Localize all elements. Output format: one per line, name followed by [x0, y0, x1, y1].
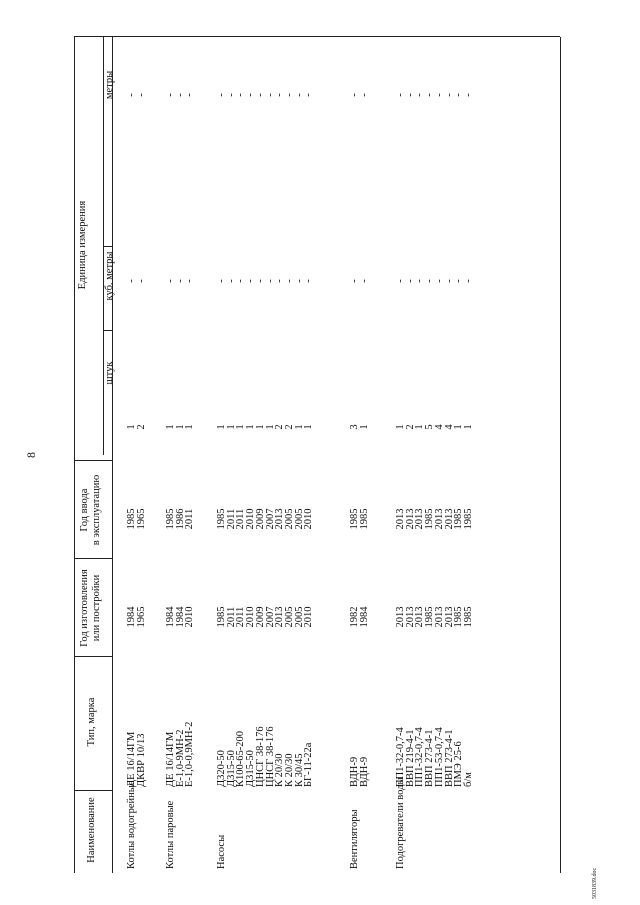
cell-unit-m: -: [283, 93, 295, 97]
cell-unit-m: -: [126, 93, 137, 97]
cell-unit-m3: -: [254, 279, 266, 283]
cell-year-in: 2013: [274, 508, 286, 530]
cell-unit-pcs: 2: [274, 424, 286, 430]
cell-type: Д315-50: [245, 750, 257, 787]
cell-year-made: 1965: [135, 606, 147, 628]
cell-unit-m: -: [245, 93, 257, 97]
group-name: Вентиляторы: [349, 809, 360, 869]
cell-type: ДКВР 10/13: [135, 733, 147, 787]
header-unit-m: метры: [104, 70, 115, 100]
cell-year-in: 1985: [126, 508, 137, 530]
cell-unit-pcs: 2: [283, 424, 295, 430]
cell-unit-m: -: [274, 93, 286, 97]
cell-unit-pcs: 2: [404, 424, 416, 430]
cell-unit-m3: -: [453, 279, 465, 283]
cell-year-made: 2010: [245, 606, 257, 628]
cell-unit-m: -: [264, 93, 276, 97]
group-name: Котлы паровые: [165, 800, 176, 869]
cell-unit-m3: -: [225, 279, 237, 283]
cell-unit-m: -: [453, 93, 465, 97]
cell-type: ДЕ 16/14ГМ: [165, 731, 176, 787]
cell-type: К 20/30: [274, 753, 286, 787]
cell-unit-m: -: [225, 93, 237, 97]
cell-year-in: 2011: [225, 508, 237, 530]
cell-unit-pcs: 4: [443, 424, 455, 430]
cell-type: ВВП 219-4-1: [404, 729, 416, 787]
cell-unit-m3: -: [235, 279, 247, 283]
cell-unit-pcs: 1: [216, 424, 227, 430]
cell-unit-m3: -: [165, 279, 176, 283]
cell-unit-pcs: 1: [174, 424, 186, 430]
cell-year-in: 1985: [424, 508, 436, 530]
cell-year-made: 2007: [264, 606, 276, 628]
cell-unit-pcs: 1: [453, 424, 465, 430]
cell-year-in: 2013: [395, 508, 406, 530]
cell-year-made: 2013: [443, 606, 455, 628]
cell-year-made: 2013: [395, 606, 406, 628]
cell-unit-pcs: 4: [433, 424, 445, 430]
cell-unit-m: -: [303, 93, 315, 97]
cell-type: Д315-50: [225, 750, 237, 787]
cell-type: ЦНСГ 38-176: [254, 726, 266, 787]
cell-year-made: 1982: [349, 606, 360, 628]
cell-year-in: 2013: [433, 508, 445, 530]
cell-type: ПП1-53-0,7-4: [433, 727, 445, 787]
cell-unit-pcs: 1: [245, 424, 257, 430]
cell-type: К100-65-200: [235, 731, 247, 787]
cell-year-made: 1984: [165, 606, 176, 628]
cell-unit-m: -: [174, 93, 186, 97]
cell-unit-pcs: 1: [254, 424, 266, 430]
cell-year-made: 1985: [216, 606, 227, 628]
cell-year-in: 2013: [404, 508, 416, 530]
cell-year-made: 2005: [283, 606, 295, 628]
cell-unit-m3: -: [395, 279, 406, 283]
group-name: Насосы: [216, 834, 227, 869]
table-header-rule: [112, 37, 113, 873]
cell-unit-m3: -: [174, 279, 186, 283]
cell-unit-m3: -: [216, 279, 227, 283]
cell-type: ВВП 273-4-1: [424, 729, 436, 787]
cell-type: К 20/30: [283, 753, 295, 787]
cell-unit-m3: -: [443, 279, 455, 283]
cell-unit-pcs: 1: [264, 424, 276, 430]
cell-year-made: 1985: [462, 606, 474, 628]
cell-unit-m3: -: [264, 279, 276, 283]
cell-year-made: 1984: [358, 606, 370, 628]
cell-unit-m: -: [395, 93, 406, 97]
cell-year-made: 2005: [293, 606, 305, 628]
cell-unit-m3: -: [303, 279, 315, 283]
cell-year-in: 2010: [245, 508, 257, 530]
cell-year-in: 2005: [283, 508, 295, 530]
cell-unit-m: -: [433, 93, 445, 97]
cell-year-made: 2011: [225, 606, 237, 628]
cell-unit-m: -: [235, 93, 247, 97]
header-year-in-2: в эксплуатацию: [91, 474, 102, 546]
cell-type: ВДН-9: [358, 756, 370, 787]
cell-unit-pcs: 1: [395, 424, 406, 430]
cell-year-in: 1985: [349, 508, 360, 530]
cell-unit-m3: -: [424, 279, 436, 283]
cell-year-made: 2010: [303, 606, 315, 628]
cell-year-made: 2013: [414, 606, 426, 628]
cell-unit-m: -: [443, 93, 455, 97]
cell-year-made: 1985: [453, 606, 465, 628]
cell-year-made: 1985: [424, 606, 436, 628]
cell-unit-m: -: [135, 93, 147, 97]
cell-unit-m3: -: [274, 279, 286, 283]
cell-year-in: 1965: [135, 508, 147, 530]
cell-year-made: 2013: [433, 606, 445, 628]
cell-type: Е-1,0-9МН-2: [174, 729, 186, 787]
cell-year-made: 2013: [404, 606, 416, 628]
cell-year-in: 1986: [174, 508, 186, 530]
cell-type: ЦНСГ 38-176: [264, 726, 276, 787]
cell-unit-m3: -: [349, 279, 360, 283]
cell-unit-m3: -: [462, 279, 474, 283]
table-bottom-rule: [560, 37, 561, 873]
cell-unit-m: -: [414, 93, 426, 97]
cell-unit-m3: -: [358, 279, 370, 283]
cell-year-made: 2009: [254, 606, 266, 628]
table-right-rule: [74, 36, 560, 37]
cell-year-in: 2010: [303, 508, 315, 530]
header-year-made: Год изготовления: [79, 569, 90, 647]
cell-unit-m: -: [293, 93, 305, 97]
cell-year-in: 2009: [254, 508, 266, 530]
cell-unit-m: -: [358, 93, 370, 97]
cell-unit-m3: -: [126, 279, 137, 283]
cell-unit-m: -: [349, 93, 360, 97]
cell-unit-pcs: 1: [293, 424, 305, 430]
cell-unit-pcs: 1: [225, 424, 237, 430]
cell-unit-pcs: 1: [165, 424, 176, 430]
header-unit-pcs: штук: [104, 361, 115, 385]
cell-type: ПП1-32-0,7-4: [395, 727, 406, 787]
unit-col-rule: [103, 330, 112, 331]
header-unit-m3: куб. метры: [104, 251, 115, 301]
cell-year-in: 2013: [443, 508, 455, 530]
cell-unit-m3: -: [283, 279, 295, 283]
cell-unit-m: -: [424, 93, 436, 97]
cell-unit-m3: -: [404, 279, 416, 283]
table-top-rule: [74, 37, 75, 873]
cell-type: ДЕ 16/14ГМ: [126, 731, 137, 787]
cell-year-in: 1985: [453, 508, 465, 530]
header-year-in: Год ввода: [79, 488, 90, 532]
cell-year-in: 1985: [462, 508, 474, 530]
cell-type: ПМЭ 25-6: [453, 741, 465, 787]
cell-type: К 30/45: [293, 753, 305, 787]
header-unit-group: Единица измерения: [77, 200, 88, 290]
file-footer: 5031839.doc: [592, 867, 598, 899]
cell-unit-m: -: [216, 93, 227, 97]
group-name: Подогреватели воды: [395, 777, 406, 869]
cell-unit-m3: -: [135, 279, 147, 283]
cell-unit-pcs: 1: [462, 424, 474, 430]
cell-unit-m: -: [184, 93, 196, 97]
cell-year-made: 2013: [274, 606, 286, 628]
cell-unit-m: -: [404, 93, 416, 97]
header-name: Наименование: [86, 797, 97, 863]
cell-type: БГ-11-22а: [303, 742, 315, 787]
header-year-made-2: или постройки: [91, 574, 102, 642]
cell-year-in: 1985: [216, 508, 227, 530]
cell-unit-pcs: 1: [126, 424, 137, 430]
cell-year-in: 2013: [414, 508, 426, 530]
cell-unit-pcs: 1: [303, 424, 315, 430]
cell-type: Д320-50: [216, 750, 227, 787]
cell-unit-m3: -: [414, 279, 426, 283]
group-name: Котлы водогрейные: [126, 780, 137, 869]
cell-type: б/м: [462, 772, 474, 787]
page-number: 8: [24, 452, 38, 458]
cell-year-made: 2011: [235, 606, 247, 628]
cell-unit-m: -: [462, 93, 474, 97]
cell-year-made: 1984: [126, 606, 137, 628]
cell-type: ПП1-32-0,7-4: [414, 727, 426, 787]
cell-unit-pcs: 5: [424, 424, 436, 430]
cell-unit-pcs: 1: [414, 424, 426, 430]
cell-year-made: 1984: [174, 606, 186, 628]
cell-unit-m3: -: [293, 279, 305, 283]
cell-type: ВДН-9: [349, 756, 360, 787]
cell-unit-pcs: 1: [184, 424, 196, 430]
cell-year-in: 1985: [165, 508, 176, 530]
cell-year-in: 2011: [235, 508, 247, 530]
cell-unit-pcs: 2: [135, 424, 147, 430]
cell-type: ВВП 273-4-1: [443, 729, 455, 787]
cell-unit-m3: -: [184, 279, 196, 283]
cell-year-in: 2007: [264, 508, 276, 530]
cell-year-made: 2010: [184, 606, 196, 628]
cell-unit-pcs: 1: [358, 424, 370, 430]
header-type: Тип, марка: [86, 697, 97, 747]
cell-unit-m3: -: [433, 279, 445, 283]
cell-type: Е-1,0-0,9МН-2: [184, 721, 196, 787]
cell-unit-m: -: [254, 93, 266, 97]
cell-unit-m3: -: [245, 279, 257, 283]
cell-year-in: 2011: [184, 508, 196, 530]
cell-unit-pcs: 3: [349, 424, 360, 430]
cell-year-in: 1985: [358, 508, 370, 530]
cell-unit-m: -: [165, 93, 176, 97]
cell-year-in: 2005: [293, 508, 305, 530]
cell-unit-pcs: 1: [235, 424, 247, 430]
